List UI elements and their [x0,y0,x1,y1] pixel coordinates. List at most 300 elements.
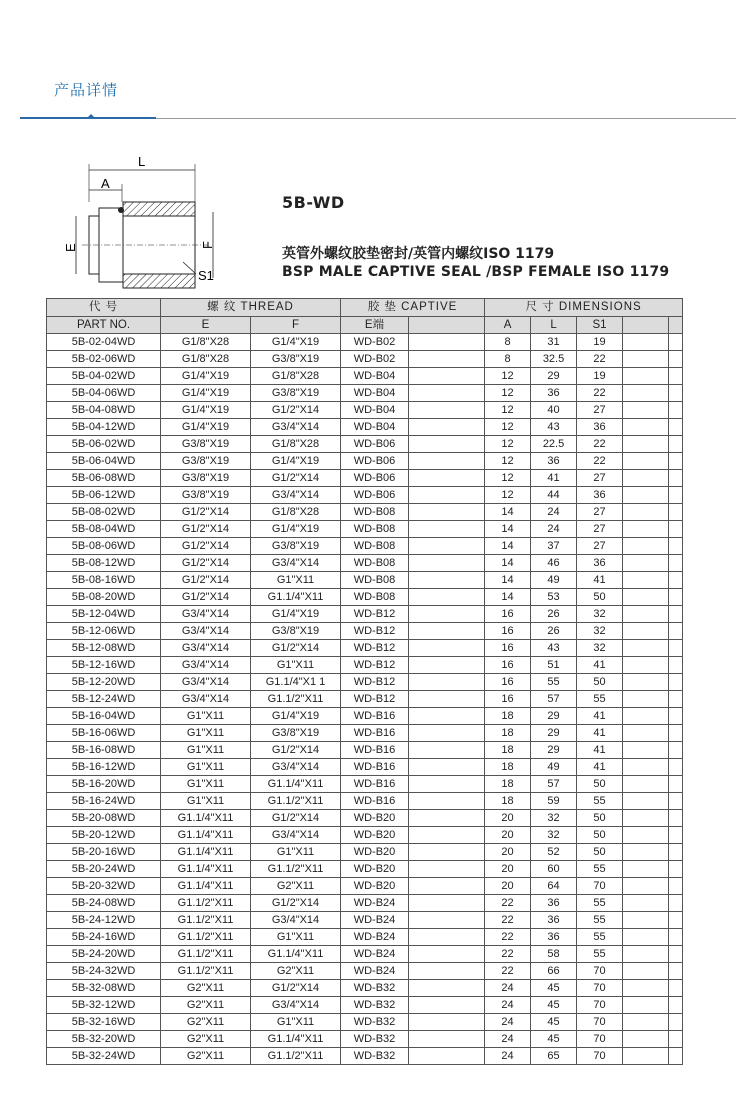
cell-captive: WD-B16 [341,759,409,776]
cell-blank [669,351,683,368]
cell-dim-l: 66 [531,963,577,980]
cell-dim-l: 59 [531,793,577,810]
cell-dim-s1: 36 [577,419,623,436]
cell-thread-e: G3/8"X19 [161,436,251,453]
table-row [47,963,683,980]
cell-dim-s1: 70 [577,963,623,980]
cell-blank [669,708,683,725]
cell-thread-e: G2"X11 [161,1048,251,1065]
cell-dim-s1: 22 [577,385,623,402]
cell-dim-l: 49 [531,572,577,589]
cell-blank [669,674,683,691]
cell-dim-a: 24 [485,997,531,1014]
table-row [47,827,683,844]
fitting-diagram [58,150,238,290]
cell-blank [409,606,485,623]
cell-dim-s1: 32 [577,606,623,623]
header-s1: S1 [577,317,623,334]
cell-dim-l: 36 [531,929,577,946]
cell-thread-e: G3/8"X19 [161,453,251,470]
cell-dim-a: 12 [485,385,531,402]
cell-blank [409,589,485,606]
cell-dim-a: 8 [485,351,531,368]
cell-blank [623,759,669,776]
cell-blank [669,980,683,997]
cell-thread-f: G1.1/4"X11 [251,776,341,793]
header-captive: 胶 垫 CAPTIVE [341,299,485,317]
cell-part-no: 5B-12-20WD [47,674,161,691]
cell-thread-f: G3/4"X14 [251,827,341,844]
cell-dim-l: 36 [531,912,577,929]
cell-dim-a: 14 [485,589,531,606]
cell-captive: WD-B24 [341,963,409,980]
cell-blank [409,725,485,742]
cell-dim-a: 24 [485,1031,531,1048]
cell-captive: WD-B32 [341,1048,409,1065]
cell-dim-s1: 55 [577,912,623,929]
cell-thread-e: G1/2"X14 [161,504,251,521]
cell-blank [409,657,485,674]
cell-blank [409,742,485,759]
table-row [47,878,683,895]
cell-part-no: 5B-20-24WD [47,861,161,878]
cell-captive: WD-B12 [341,657,409,674]
cell-dim-l: 43 [531,419,577,436]
cell-blank [409,810,485,827]
cell-dim-s1: 50 [577,589,623,606]
cell-part-no: 5B-08-02WD [47,504,161,521]
cell-part-no: 5B-12-04WD [47,606,161,623]
cell-dim-a: 20 [485,878,531,895]
cell-dim-s1: 55 [577,946,623,963]
cell-thread-e: G1"X11 [161,725,251,742]
cell-blank [409,1031,485,1048]
cell-thread-f: G1/2"X14 [251,810,341,827]
cell-part-no: 5B-06-08WD [47,470,161,487]
table-row [47,1014,683,1031]
cell-thread-f: G2"X11 [251,963,341,980]
cell-dim-a: 16 [485,640,531,657]
header-blank [409,317,485,334]
cell-thread-f: G1.1/4"X11 [251,1031,341,1048]
cell-thread-e: G1"X11 [161,776,251,793]
cell-dim-a: 20 [485,827,531,844]
cell-blank [669,1031,683,1048]
cell-blank [409,1014,485,1031]
cell-thread-e: G1/2"X14 [161,538,251,555]
table-group-header-row [47,299,683,317]
cell-part-no: 5B-20-32WD [47,878,161,895]
header-thread: 螺 纹 THREAD [161,299,341,317]
cell-captive: WD-B32 [341,1031,409,1048]
cell-thread-e: G1/2"X14 [161,521,251,538]
cell-dim-s1: 41 [577,572,623,589]
product-code: 5B-WD [282,193,345,212]
cell-dim-l: 32 [531,810,577,827]
cell-blank [669,538,683,555]
cell-blank [669,895,683,912]
cell-part-no: 5B-08-16WD [47,572,161,589]
cell-blank [409,436,485,453]
cell-blank [669,776,683,793]
cell-blank [623,1014,669,1031]
cell-dim-a: 16 [485,623,531,640]
cell-blank [623,742,669,759]
table-row [47,657,683,674]
cell-blank [669,759,683,776]
cell-dim-s1: 50 [577,844,623,861]
cell-blank [669,572,683,589]
cell-captive: WD-B04 [341,385,409,402]
cell-dim-l: 55 [531,674,577,691]
cell-dim-l: 45 [531,997,577,1014]
cell-dim-l: 43 [531,640,577,657]
cell-dim-s1: 50 [577,810,623,827]
cell-blank [623,623,669,640]
cell-blank [409,708,485,725]
cell-part-no: 5B-04-02WD [47,368,161,385]
cell-captive: WD-B24 [341,912,409,929]
cell-blank [409,980,485,997]
table-row [47,776,683,793]
diagram-label-l: L [138,154,146,169]
cell-blank [409,1048,485,1065]
cell-blank [409,504,485,521]
cell-dim-s1: 27 [577,504,623,521]
cell-blank [409,402,485,419]
cell-blank [409,895,485,912]
cell-dim-a: 20 [485,861,531,878]
cell-blank [669,419,683,436]
cell-blank [623,1031,669,1048]
cell-blank [409,827,485,844]
product-title-en: BSP MALE CAPTIVE SEAL /BSP FEMALE ISO 1179 [282,264,670,280]
cell-blank [623,861,669,878]
cell-part-no: 5B-08-06WD [47,538,161,555]
cell-dim-s1: 55 [577,895,623,912]
cell-thread-f: G2"X11 [251,878,341,895]
cell-thread-f: G3/4"X14 [251,419,341,436]
cell-blank [409,572,485,589]
cell-dim-a: 24 [485,1014,531,1031]
cell-blank [623,708,669,725]
cell-blank [669,963,683,980]
cell-dim-a: 16 [485,691,531,708]
cell-dim-a: 22 [485,963,531,980]
header-part-no: PART NO. [47,317,161,334]
cell-blank [669,691,683,708]
cell-blank [623,844,669,861]
cell-dim-a: 14 [485,538,531,555]
table-row [47,929,683,946]
section-tab-bar [0,0,750,125]
cell-dim-s1: 41 [577,725,623,742]
table-row [47,640,683,657]
cell-blank [669,589,683,606]
table-row [47,334,683,351]
header-e-end: E端 [341,317,409,334]
cell-thread-e: G2"X11 [161,1014,251,1031]
table-row [47,504,683,521]
cell-thread-e: G1.1/4"X11 [161,861,251,878]
cell-part-no: 5B-08-04WD [47,521,161,538]
cell-thread-f: G1.1/2"X11 [251,861,341,878]
cell-dim-l: 52 [531,844,577,861]
cell-captive: WD-B16 [341,725,409,742]
cell-thread-e: G1"X11 [161,759,251,776]
cell-part-no: 5B-16-08WD [47,742,161,759]
cell-part-no: 5B-04-08WD [47,402,161,419]
cell-part-no: 5B-16-20WD [47,776,161,793]
cell-captive: WD-B16 [341,776,409,793]
table-row [47,912,683,929]
cell-blank [409,759,485,776]
cell-thread-e: G2"X11 [161,1031,251,1048]
cell-thread-e: G3/4"X14 [161,674,251,691]
cell-blank [623,402,669,419]
cell-thread-f: G1.1/2"X11 [251,793,341,810]
table-row [47,946,683,963]
cell-thread-f: G3/4"X14 [251,997,341,1014]
cell-thread-e: G3/8"X19 [161,470,251,487]
header-blank [623,317,669,334]
cell-thread-e: G3/4"X14 [161,691,251,708]
cell-dim-s1: 41 [577,708,623,725]
cell-thread-f: G1.1/4"X11 [251,589,341,606]
cell-blank [409,453,485,470]
table-row [47,725,683,742]
cell-dim-l: 46 [531,555,577,572]
cell-dim-l: 29 [531,708,577,725]
cell-blank [409,470,485,487]
cell-thread-e: G3/4"X14 [161,623,251,640]
cell-dim-a: 22 [485,946,531,963]
cell-dim-l: 36 [531,895,577,912]
cell-part-no: 5B-04-06WD [47,385,161,402]
cell-dim-l: 36 [531,385,577,402]
cell-dim-s1: 55 [577,861,623,878]
cell-thread-e: G1"X11 [161,742,251,759]
cell-captive: WD-B08 [341,589,409,606]
cell-dim-a: 16 [485,657,531,674]
cell-part-no: 5B-24-08WD [47,895,161,912]
cell-blank [669,929,683,946]
cell-thread-f: G1/8"X28 [251,504,341,521]
cell-thread-e: G1"X11 [161,793,251,810]
cell-blank [669,793,683,810]
cell-dim-l: 51 [531,657,577,674]
cell-blank [409,946,485,963]
cell-blank [623,674,669,691]
cell-dim-a: 8 [485,334,531,351]
table-row [47,555,683,572]
cell-blank [409,997,485,1014]
cell-blank [669,453,683,470]
cell-thread-e: G1.1/2"X11 [161,929,251,946]
table-row [47,997,683,1014]
cell-blank [669,436,683,453]
cell-dim-l: 41 [531,470,577,487]
cell-dim-a: 20 [485,844,531,861]
cell-captive: WD-B32 [341,997,409,1014]
cell-thread-f: G3/8"X19 [251,351,341,368]
cell-dim-l: 45 [531,1014,577,1031]
cell-thread-e: G1.1/4"X11 [161,844,251,861]
table-row [47,385,683,402]
cell-thread-f: G1/4"X19 [251,708,341,725]
cell-thread-f: G1/4"X19 [251,334,341,351]
cell-dim-l: 22.5 [531,436,577,453]
cell-part-no: 5B-12-06WD [47,623,161,640]
tab-product-details[interactable]: 产品详情 [54,81,119,99]
cell-dim-a: 18 [485,708,531,725]
cell-blank [623,419,669,436]
cell-thread-e: G1.1/2"X11 [161,912,251,929]
cell-blank [409,878,485,895]
cell-blank [669,368,683,385]
cell-thread-f: G3/4"X14 [251,912,341,929]
cell-thread-e: G1.1/4"X11 [161,810,251,827]
cell-blank [409,521,485,538]
table-row [47,708,683,725]
header-e: E [161,317,251,334]
cell-dim-s1: 50 [577,776,623,793]
table-row [47,419,683,436]
diagram-label-a: A [101,176,110,191]
header-blank [669,317,683,334]
cell-part-no: 5B-08-20WD [47,589,161,606]
cell-dim-s1: 32 [577,623,623,640]
cell-captive: WD-B24 [341,929,409,946]
cell-dim-s1: 32 [577,640,623,657]
cell-captive: WD-B16 [341,793,409,810]
cell-blank [669,1014,683,1031]
cell-part-no: 5B-20-08WD [47,810,161,827]
cell-captive: WD-B12 [341,640,409,657]
cell-blank [409,929,485,946]
cell-dim-l: 26 [531,606,577,623]
cell-dim-l: 32 [531,827,577,844]
cell-blank [669,912,683,929]
cell-captive: WD-B04 [341,368,409,385]
cell-thread-f: G1"X11 [251,572,341,589]
cell-dim-a: 14 [485,555,531,572]
cell-blank [669,946,683,963]
cell-captive: WD-B08 [341,521,409,538]
product-title-cn: 英管外螺纹胶垫密封/英管内螺纹ISO 1179 [282,246,555,262]
cell-blank [623,997,669,1014]
cell-part-no: 5B-16-12WD [47,759,161,776]
cell-thread-e: G1.1/2"X11 [161,963,251,980]
cell-thread-e: G1.1/4"X11 [161,827,251,844]
cell-thread-e: G1.1/4"X11 [161,878,251,895]
cell-blank [669,742,683,759]
cell-dim-l: 44 [531,487,577,504]
cell-thread-e: G1/2"X14 [161,572,251,589]
cell-dim-a: 24 [485,980,531,997]
cell-thread-f: G1/8"X28 [251,368,341,385]
cell-dim-l: 37 [531,538,577,555]
cell-dim-s1: 41 [577,742,623,759]
cell-dim-s1: 55 [577,691,623,708]
table-row [47,623,683,640]
table-row [47,691,683,708]
cell-dim-l: 24 [531,504,577,521]
cell-blank [623,368,669,385]
cell-blank [623,929,669,946]
cell-thread-f: G1/4"X19 [251,521,341,538]
cell-blank [669,334,683,351]
cell-blank [623,470,669,487]
cell-thread-f: G1/2"X14 [251,742,341,759]
cell-blank [669,810,683,827]
cell-thread-f: G3/8"X19 [251,538,341,555]
header-code: 代 号 [47,299,161,317]
cell-thread-f: G1.1/4"X11 [251,946,341,963]
table-row [47,793,683,810]
table-row [47,368,683,385]
cell-part-no: 5B-16-24WD [47,793,161,810]
header-dimensions: 尺 寸 DIMENSIONS [485,299,683,317]
cell-dim-s1: 27 [577,538,623,555]
cell-captive: WD-B08 [341,504,409,521]
cell-thread-e: G3/4"X14 [161,640,251,657]
table-row [47,436,683,453]
cell-dim-a: 12 [485,402,531,419]
cell-part-no: 5B-24-32WD [47,963,161,980]
cell-captive: WD-B06 [341,487,409,504]
table-row [47,674,683,691]
cell-dim-a: 24 [485,1048,531,1065]
cell-dim-s1: 41 [577,657,623,674]
cell-captive: WD-B06 [341,470,409,487]
cell-dim-s1: 19 [577,334,623,351]
cell-dim-s1: 55 [577,929,623,946]
cell-dim-a: 16 [485,606,531,623]
cell-blank [623,640,669,657]
cell-blank [623,521,669,538]
cell-part-no: 5B-32-24WD [47,1048,161,1065]
diagram-label-f: F [200,241,215,249]
cell-dim-a: 18 [485,793,531,810]
cell-part-no: 5B-12-24WD [47,691,161,708]
cell-blank [409,793,485,810]
cell-dim-a: 20 [485,810,531,827]
cell-blank [409,538,485,555]
table-sub-header-row [47,317,683,334]
cell-captive: WD-B20 [341,861,409,878]
cell-part-no: 5B-20-12WD [47,827,161,844]
cell-dim-l: 40 [531,402,577,419]
cell-dim-s1: 70 [577,997,623,1014]
cell-dim-a: 12 [485,419,531,436]
cell-dim-l: 36 [531,453,577,470]
cell-dim-s1: 22 [577,436,623,453]
cell-blank [669,725,683,742]
header-f: F [251,317,341,334]
cell-blank [623,589,669,606]
cell-blank [669,861,683,878]
header-a: A [485,317,531,334]
cell-captive: WD-B24 [341,895,409,912]
cell-blank [669,606,683,623]
cell-blank [623,555,669,572]
cell-blank [623,657,669,674]
cell-blank [669,640,683,657]
cell-thread-f: G1"X11 [251,929,341,946]
cell-thread-e: G1"X11 [161,708,251,725]
cell-blank [623,776,669,793]
